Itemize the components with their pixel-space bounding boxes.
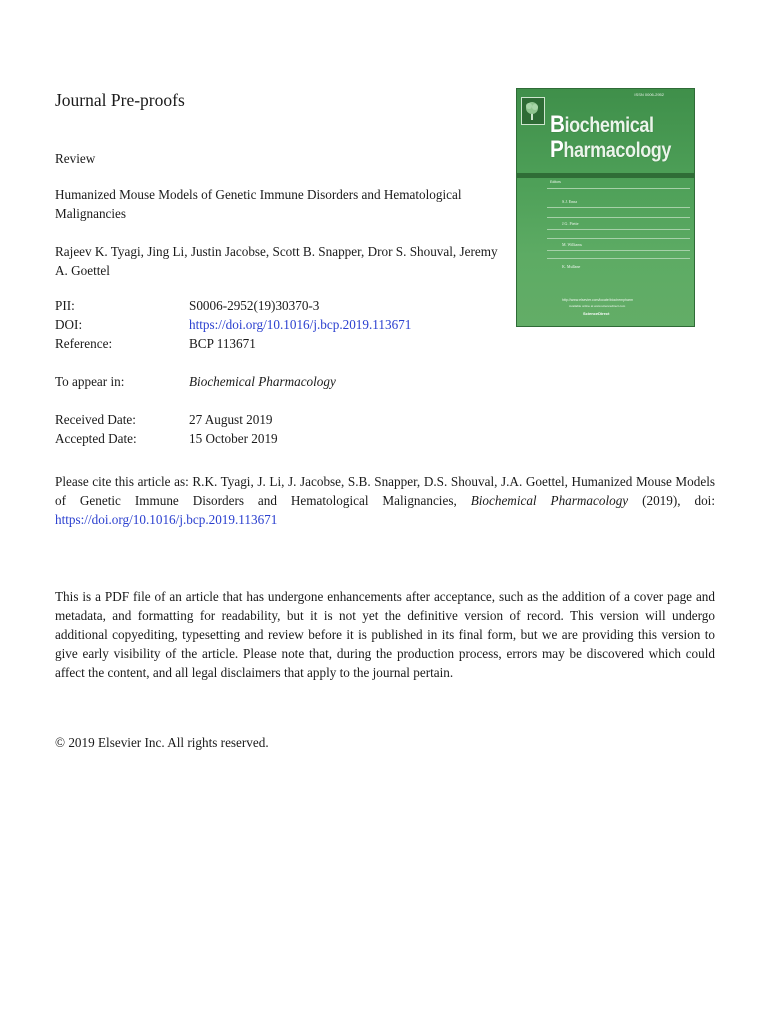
doi-label: DOI: bbox=[55, 317, 83, 332]
journal-cover-image bbox=[516, 88, 695, 327]
pdf-notice-paragraph: This is a PDF file of an article that has undergone enhancements after acceptance, such as the addition of a cover page and metadata, and formatting for readability, but it is not yet the definitive version of record. This version will undergo additional copyediting, typesetting and review before it is published in its final form, but we are providing this version to give early visibility of the article. Please note that, during the production process, errors may be discovered which could affect the content, and all legal disclaimers that apply to the journal pertain. bbox=[55, 589, 715, 680]
cover-rule bbox=[547, 188, 690, 189]
identifier-block bbox=[55, 296, 475, 353]
article-title: Humanized Mouse Models of Genetic Immune Disorders and Hematological Malignancies bbox=[55, 187, 462, 221]
dates-block bbox=[55, 410, 475, 448]
cover-rule bbox=[547, 238, 690, 239]
citation-doi-link[interactable]: https://doi.org/10.1016/j.bcp.2019.113671 bbox=[55, 512, 278, 527]
received-row bbox=[55, 410, 475, 429]
received-label: Received Date: bbox=[55, 412, 136, 427]
citation-paragraph bbox=[55, 472, 715, 529]
sciencedirect-logo: ScienceDirect bbox=[583, 311, 610, 316]
received-value: 27 August 2019 bbox=[189, 412, 273, 427]
cover-url: http://www.elsevier.com/locate/biochempharm bbox=[562, 298, 634, 302]
cover-issn: ISSN 0006-2952 bbox=[634, 92, 664, 97]
accepted-row bbox=[55, 429, 475, 448]
author-list: Rajeev K. Tyagi, Jing Li, Justin Jacobse, Scott B. Snapper, Dror S. Shouval, Jeremy A. Goettel bbox=[55, 244, 498, 278]
cover-title-p: P bbox=[550, 136, 564, 163]
cover-title-line2: harmacology bbox=[563, 139, 672, 162]
cover-rule bbox=[547, 229, 690, 230]
citation-prefix: Please cite this article as: R.K. Tyagi, J. Li, J. Jacobse, S.B. Snapper, D.S. Shouval, J.A. Goettel, Humanized Mouse Models of Genetic Immune Disorders and Hematological Malignancies, bbox=[55, 474, 715, 508]
cover-rule bbox=[547, 250, 690, 251]
accepted-label: Accepted Date: bbox=[55, 431, 137, 446]
pii-label: PII: bbox=[55, 298, 75, 313]
cover-online-note: Available online at www.sciencedirect.com bbox=[569, 304, 626, 308]
cover-rule bbox=[547, 217, 690, 218]
doi-link[interactable]: https://doi.org/10.1016/j.bcp.2019.113671 bbox=[189, 317, 412, 332]
appear-label: To appear in: bbox=[55, 374, 125, 389]
appear-value: Biochemical Pharmacology bbox=[189, 374, 336, 389]
cover-band bbox=[517, 173, 694, 178]
pii-row bbox=[55, 296, 475, 315]
cover-title-b: B bbox=[550, 111, 565, 138]
reference-label: Reference: bbox=[55, 336, 113, 351]
appear-block bbox=[55, 372, 475, 391]
reference-value: BCP 113671 bbox=[189, 336, 256, 351]
cover-rule bbox=[547, 207, 690, 208]
citation-suffix: (2019), doi: bbox=[642, 493, 715, 508]
appear-row bbox=[55, 372, 475, 391]
copyright-notice: © 2019 Elsevier Inc. All rights reserved. bbox=[55, 735, 269, 750]
pii-value: S0006-2952(19)30370-3 bbox=[189, 298, 320, 313]
cover-editor: J.G. Piette bbox=[562, 221, 579, 226]
citation-journal: Biochemical Pharmacology bbox=[470, 493, 629, 508]
cover-title-line1: iochemical bbox=[564, 114, 654, 137]
reference-row bbox=[55, 334, 475, 353]
cover-editor: S.J. Enna bbox=[562, 199, 577, 204]
cover-editors-header: Editors bbox=[550, 180, 561, 184]
cover-journal-title bbox=[550, 113, 671, 163]
elsevier-logo-icon bbox=[521, 97, 545, 125]
article-type: Review bbox=[55, 151, 96, 166]
journal-label: Journal Pre-proofs bbox=[55, 90, 185, 110]
doi-row bbox=[55, 315, 475, 334]
accepted-value: 15 October 2019 bbox=[189, 431, 278, 446]
cover-rule bbox=[547, 258, 690, 259]
cover-editor: K. Mullane bbox=[562, 264, 581, 269]
cover-editor: M. Williams bbox=[562, 242, 582, 247]
